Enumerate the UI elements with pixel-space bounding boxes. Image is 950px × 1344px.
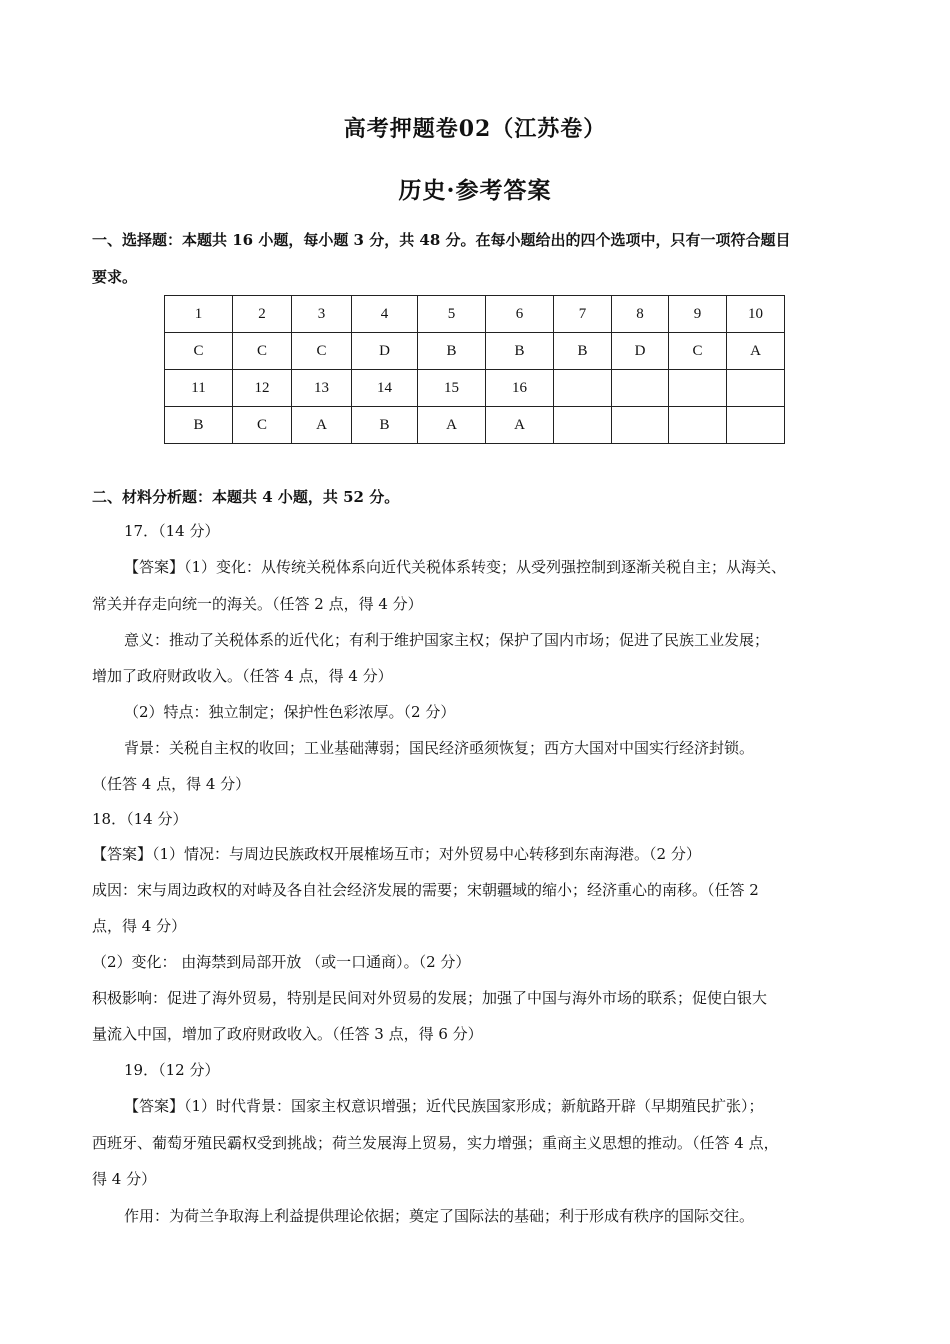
table-cell: [554, 370, 612, 407]
table-cell: 14: [352, 370, 418, 407]
q18-answer-line: 【答案】（1）情况：与周边民族政权开展榷场互市；对外贸易中心转移到东南海港。（2 分）: [92, 845, 701, 863]
q19-answer-line: 西班牙、葡萄牙殖民霸权受到挑战；荷兰发展海上贸易，实力增强；重商主义思想的推动。（任答 4 点，: [92, 1134, 779, 1152]
section1-heading-line1: 一、选择题：本题共 16 小题，每小题 3 分，共 48 分。在每小题给出的四个选项中，只有一项符合题目: [92, 231, 791, 249]
table-cell: 12: [233, 370, 292, 407]
q18-answer-line: （2）变化： 由海禁到局部开放 （或一口通商）。（2 分）: [92, 953, 471, 971]
table-cell: A: [486, 407, 554, 444]
table-cell: 7: [554, 296, 612, 333]
q18-heading: 18．（14 分）: [92, 810, 188, 828]
table-cell: 13: [292, 370, 352, 407]
table-cell: 15: [418, 370, 486, 407]
q19-answer-line: 得 4 分）: [92, 1170, 157, 1188]
table-cell: A: [727, 333, 785, 370]
answer-table: [164, 295, 785, 444]
table-cell: B: [352, 407, 418, 444]
q17-answer-line: 【答案】（1）变化：从传统关税体系向近代关税体系转变；从受列强控制到逐渐关税自主；从海关、: [124, 558, 787, 576]
table-cell: C: [669, 333, 727, 370]
q17-answer-line: 意义：推动了关税体系的近代化；有利于维护国家主权；保护了国内市场；促进了民族工业发展；: [124, 631, 770, 649]
q18-answer-line: 成因：宋与周边政权的对峙及各自社会经济发展的需要；宋朝疆域的缩小；经济重心的南移。（任答 2: [92, 881, 759, 899]
table-cell: [727, 370, 785, 407]
table-cell: C: [233, 407, 292, 444]
q18-answer-line: 点，得 4 分）: [92, 917, 187, 935]
table-cell: B: [486, 333, 554, 370]
table-cell: 9: [669, 296, 727, 333]
exam-title: 高考押题卷02（江苏卷）: [343, 116, 607, 142]
table-cell: [612, 370, 669, 407]
q17-heading: 17．（14 分）: [124, 522, 220, 540]
table-cell: 3: [292, 296, 352, 333]
table-row: [165, 296, 785, 333]
section1-heading-line2: 要求。: [92, 268, 138, 286]
table-cell: B: [418, 333, 486, 370]
table-cell: [669, 407, 727, 444]
table-row: [165, 370, 785, 407]
table-cell: B: [554, 333, 612, 370]
table-cell: [554, 407, 612, 444]
table-cell: 10: [727, 296, 785, 333]
answer-key-subtitle: 历史·参考答案: [398, 177, 552, 204]
table-row: [165, 333, 785, 370]
table-cell: 2: [233, 296, 292, 333]
table-cell: [669, 370, 727, 407]
table-cell: 11: [165, 370, 233, 407]
q19-answer-line: 作用：为荷兰争取海上利益提供理论依据；奠定了国际法的基础；利于形成有秩序的国际交往。: [124, 1207, 755, 1225]
table-cell: 6: [486, 296, 554, 333]
table-row: [165, 407, 785, 444]
table-cell: C: [233, 333, 292, 370]
table-cell: B: [165, 407, 233, 444]
table-cell: C: [165, 333, 233, 370]
table-cell: A: [418, 407, 486, 444]
table-cell: 8: [612, 296, 669, 333]
q19-heading: 19．（12 分）: [124, 1061, 220, 1079]
q19-answer-line: 【答案】（1）时代背景：国家主权意识增强；近代民族国家形成；新航路开辟（早期殖民扩张）；: [124, 1097, 764, 1115]
table-cell: D: [612, 333, 669, 370]
q18-answer-line: 量流入中国，增加了政府财政收入。（任答 3 点，得 6 分）: [92, 1025, 483, 1043]
q17-answer-line: （2）特点：独立制定；保护性色彩浓厚。（2 分）: [124, 703, 456, 721]
q17-answer-line: 常关并存走向统一的海关。（任答 2 点，得 4 分）: [92, 595, 423, 613]
table-cell: 1: [165, 296, 233, 333]
q17-answer-line: 背景：关税自主权的收回；工业基础薄弱；国民经济亟须恢复；西方大国对中国实行经济封锁。: [124, 739, 755, 757]
table-cell: A: [292, 407, 352, 444]
table-cell: [727, 407, 785, 444]
table-cell: C: [292, 333, 352, 370]
table-cell: 5: [418, 296, 486, 333]
q17-answer-line: （任答 4 点，得 4 分）: [92, 775, 251, 793]
table-cell: D: [352, 333, 418, 370]
table-cell: 4: [352, 296, 418, 333]
q17-answer-line: 增加了政府财政收入。（任答 4 点，得 4 分）: [92, 667, 393, 685]
section2-heading: 二、材料分析题：本题共 4 小题，共 52 分。: [92, 488, 400, 506]
table-cell: 16: [486, 370, 554, 407]
table-cell: [612, 407, 669, 444]
q18-answer-line: 积极影响：促进了海外贸易，特别是民间对外贸易的发展；加强了中国与海外市场的联系；促使白银大: [92, 989, 768, 1007]
